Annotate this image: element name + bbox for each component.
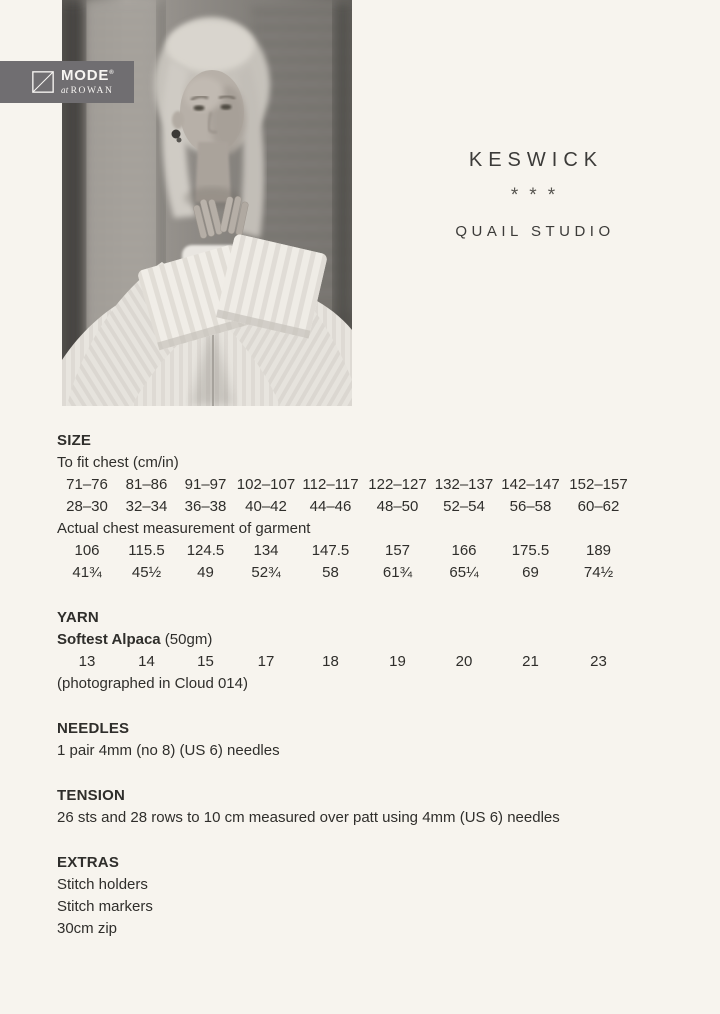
size-value: 36–38	[184, 498, 227, 515]
size-value: 106	[74, 542, 100, 559]
needles-section	[57, 718, 637, 762]
trademark-symbol: ®	[109, 69, 114, 76]
size-value: 142–147	[501, 476, 560, 493]
size-value: 115.5	[128, 542, 165, 559]
needles-text: 1 pair 4mm (no 8) (US 6) needles	[57, 742, 280, 759]
tension-heading: TENSION	[57, 787, 126, 804]
yarn-quantity: 14	[138, 653, 155, 670]
size-value: 69	[522, 564, 539, 581]
size-value: 91–97	[184, 476, 227, 493]
yarn-quantity: 13	[78, 653, 96, 670]
to-fit-in-row	[57, 496, 637, 518]
yarn-quantity: 23	[590, 653, 607, 670]
size-value: 189	[585, 542, 612, 559]
actual-in-row	[57, 562, 637, 584]
yarn-quantity: 15	[197, 653, 214, 670]
yarn-heading: YARN	[57, 609, 99, 626]
yarn-quantity: 21	[522, 653, 539, 670]
extras-item: Stitch holders	[57, 876, 148, 893]
tension-section	[57, 785, 637, 829]
extras-section	[57, 852, 637, 940]
size-value: 102–107	[236, 476, 296, 493]
size-value: 56–58	[509, 498, 552, 515]
to-fit-label: To fit chest (cm/in)	[57, 454, 179, 471]
size-value: 48–50	[376, 498, 419, 515]
size-value: 65¼	[449, 564, 479, 581]
size-value: 52–54	[443, 498, 485, 515]
yarn-name: Softest Alpaca	[57, 631, 161, 648]
extras-heading: EXTRAS	[57, 854, 120, 871]
size-value: 81–86	[125, 476, 168, 493]
size-value: 157	[384, 542, 411, 559]
size-value: 40–42	[245, 498, 287, 515]
size-value: 58	[322, 564, 339, 581]
brand-badge-text	[61, 68, 114, 97]
needles-heading: NEEDLES	[57, 720, 130, 737]
size-value: 32–34	[125, 498, 168, 515]
pattern-title: KESWICK	[468, 149, 604, 171]
pattern-info	[57, 430, 637, 940]
brand-subname: at ROWAN	[61, 84, 114, 96]
mode-logo-icon	[32, 71, 54, 93]
size-value: 44–46	[309, 498, 352, 515]
tension-text: 26 sts and 28 rows to 10 cm measured over patt using 4mm (US 6) needles	[57, 809, 560, 826]
extras-item: Stitch markers	[57, 898, 153, 915]
size-value: 45½	[131, 564, 162, 581]
size-value: 132–137	[434, 476, 494, 493]
yarn-quantity: 18	[322, 653, 339, 670]
yarn-quantity: 17	[257, 653, 275, 670]
size-value: 41¾	[72, 564, 102, 581]
size-heading: SIZE	[57, 432, 92, 449]
size-value: 60–62	[577, 498, 620, 515]
actual-cm-row	[57, 540, 637, 562]
size-value: 175.5	[511, 542, 550, 559]
yarn-quantity-row	[57, 651, 637, 673]
size-section	[57, 430, 637, 584]
size-value: 52¾	[251, 564, 281, 581]
yarn-section	[57, 607, 637, 695]
size-value: 71–76	[66, 476, 108, 493]
size-value: 124.5	[186, 542, 225, 559]
size-value: 147.5	[311, 542, 350, 559]
extras-item: 30cm zip	[57, 920, 118, 937]
designer-name: QUAIL STUDIO	[455, 223, 615, 240]
size-value: 152–157	[569, 476, 628, 493]
brand-name: MODE®	[61, 66, 114, 84]
size-value: 74½	[583, 564, 614, 581]
yarn-name-line	[57, 629, 637, 651]
size-value: 134	[253, 542, 279, 559]
yarn-weight: (50gm)	[160, 631, 213, 648]
size-value: 28–30	[66, 498, 108, 515]
brand-badge	[0, 61, 134, 103]
size-value: 166	[451, 542, 477, 559]
size-value: 112–117	[302, 476, 359, 493]
size-value: 61¾	[382, 564, 413, 581]
actual-chest-label: Actual chest measurement of garment	[57, 520, 311, 537]
yarn-quantity: 20	[455, 653, 473, 670]
yarn-note: (photographed in Cloud 014)	[57, 675, 248, 692]
size-value: 49	[197, 564, 214, 581]
yarn-quantity: 19	[389, 653, 406, 670]
to-fit-cm-row	[57, 474, 637, 496]
title-block	[352, 149, 714, 243]
difficulty-stars: ***	[510, 185, 567, 206]
size-value: 122–127	[368, 476, 427, 493]
